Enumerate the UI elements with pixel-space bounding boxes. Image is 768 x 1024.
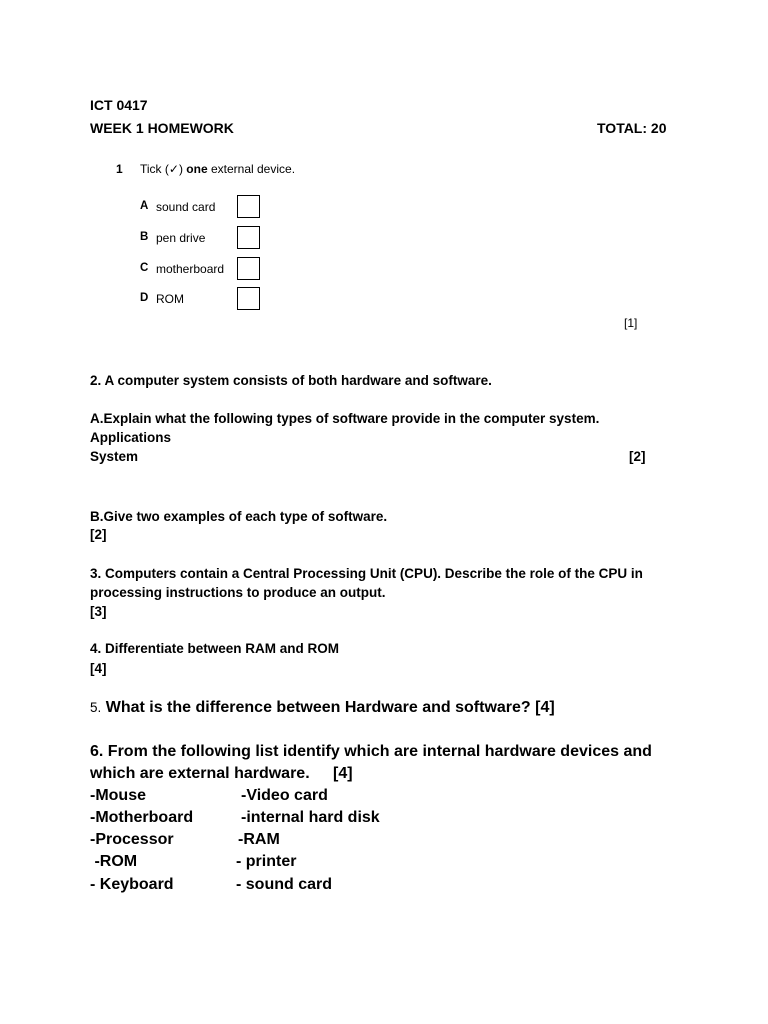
q2b-marks: [2] bbox=[90, 527, 107, 542]
q3-marks: [3] bbox=[90, 604, 107, 619]
q2a-item-applications: Applications bbox=[90, 430, 172, 445]
q6-right-item-hard-disk: -internal hard disk bbox=[241, 809, 380, 826]
q1-prompt-mid: ) bbox=[178, 162, 187, 176]
q6-right-item-sound-card: - sound card bbox=[236, 876, 333, 893]
tick-icon: ✓ bbox=[168, 162, 179, 176]
tick-box[interactable] bbox=[237, 257, 260, 280]
total-marks: TOTAL: 20 bbox=[597, 120, 667, 136]
q3-line1: 3. Computers contain a Central Processing Unit (CPU). Describe the role of the CPU in bbox=[90, 566, 643, 581]
tick-box[interactable] bbox=[237, 195, 260, 218]
q5-number: 5. bbox=[90, 700, 102, 715]
q4-marks: [4] bbox=[90, 661, 107, 676]
option-letter: D bbox=[140, 292, 149, 304]
q3-line2: processing instructions to produce an output. bbox=[90, 585, 386, 600]
option-letter: A bbox=[140, 200, 149, 212]
option-label: ROM bbox=[156, 292, 184, 306]
course-code: ICT 0417 bbox=[90, 97, 148, 113]
q2a-marks: [2] bbox=[629, 449, 646, 464]
option-letter: B bbox=[140, 231, 149, 243]
q6-right-item-ram: -RAM bbox=[238, 831, 280, 848]
q4-text: 4. Differentiate between RAM and ROM bbox=[90, 641, 340, 656]
q6-left-item-keyboard: - Keyboard bbox=[90, 876, 174, 893]
tick-box[interactable] bbox=[237, 226, 260, 249]
q6-left-item-processor: -Processor bbox=[90, 831, 174, 848]
q1-prompt-post: external device. bbox=[207, 162, 296, 176]
option-label: motherboard bbox=[156, 262, 225, 276]
q6-line1: 6. From the following list identify which are internal hardware devices and bbox=[90, 743, 652, 760]
option-letter: C bbox=[140, 262, 149, 274]
q6-line2: which are external hardware. bbox=[90, 765, 310, 782]
q2a-item-system: System bbox=[90, 449, 139, 464]
q5 bbox=[90, 699, 555, 717]
q1-marks: [1] bbox=[624, 316, 638, 330]
q2a-prompt: A.Explain what the following types of software provide in the computer system. bbox=[90, 411, 600, 426]
q5-text: What is the difference between Hardware and software? [4] bbox=[105, 699, 555, 716]
q1-prompt-pre: Tick ( bbox=[140, 162, 169, 176]
q1-prompt bbox=[140, 162, 295, 176]
q2b-prompt: B.Give two examples of each type of software. bbox=[90, 509, 388, 524]
q6-right-item-printer: - printer bbox=[236, 853, 297, 870]
option-label: sound card bbox=[156, 200, 216, 214]
option-label: pen drive bbox=[156, 231, 206, 245]
q6-marks: [4] bbox=[333, 765, 353, 782]
q6-left-item-mouse: -Mouse bbox=[90, 787, 146, 804]
q1-number: 1 bbox=[116, 162, 123, 176]
page-title: WEEK 1 HOMEWORK bbox=[90, 120, 234, 136]
q6-right-item-video-card: -Video card bbox=[241, 787, 328, 804]
q2-stem: 2. A computer system consists of both hardware and software. bbox=[90, 373, 492, 388]
q6-left-item-rom: -ROM bbox=[90, 853, 138, 870]
tick-box[interactable] bbox=[237, 287, 260, 310]
q1-prompt-bold: one bbox=[186, 162, 208, 176]
q6-left-item-motherboard: -Motherboard bbox=[90, 809, 194, 826]
